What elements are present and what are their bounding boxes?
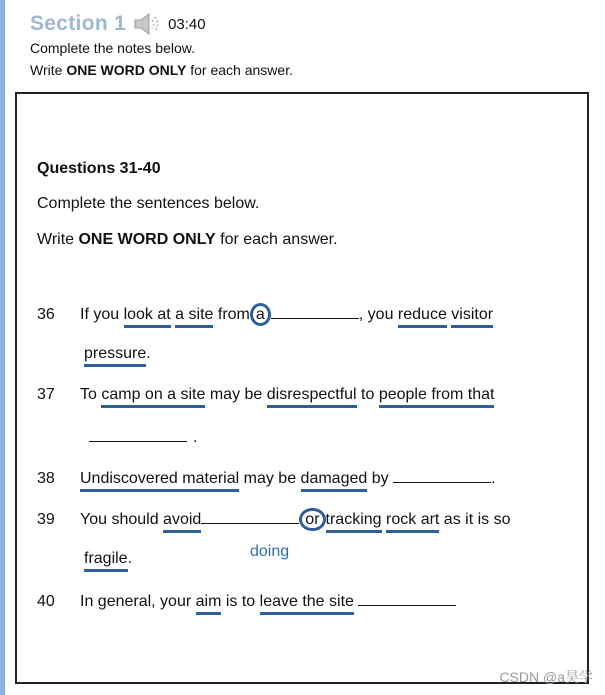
question-37-cont: . — [89, 427, 197, 447]
questions-panel — [15, 92, 589, 684]
question-36: 36 If you look at a site from a , you reduce visitor — [37, 304, 493, 324]
answer-blank-38[interactable] — [393, 468, 491, 483]
answer-blank-40[interactable] — [358, 591, 456, 606]
circled-word: or — [299, 508, 325, 531]
questions-title: Questions 31-40 — [37, 160, 161, 177]
instruction-line-2: Write ONE WORD ONLY for each answer. — [30, 62, 293, 78]
watermark: CSDN @a昊学 — [499, 669, 593, 685]
section-header — [30, 10, 206, 38]
left-accent-bar — [0, 0, 5, 695]
question-38: 38 Undiscovered material may be damaged by . — [37, 468, 496, 488]
speaker-icon[interactable] — [132, 11, 162, 37]
question-number: 40 — [37, 593, 55, 610]
panel-instruction-2: Write ONE WORD ONLY for each answer. — [37, 231, 338, 248]
answer-blank-37[interactable] — [89, 427, 187, 442]
question-37: 37 To camp on a site may be disrespectful to people from that — [37, 386, 494, 404]
question-39: 39 You should avoid or tracking rock art as it is so — [37, 509, 511, 529]
question-number: 36 — [37, 306, 55, 323]
panel-instruction-1: Complete the sentences below. — [37, 195, 260, 212]
question-number: 39 — [37, 511, 55, 528]
instruction-line-1: Complete the notes below. — [30, 40, 195, 56]
question-39-cont: fragile. — [84, 550, 132, 568]
question-36-cont: pressure. — [84, 345, 151, 363]
section-title: Section 1 — [30, 12, 127, 35]
handwritten-annotation: doing — [250, 543, 290, 560]
answer-blank-39[interactable] — [201, 509, 299, 524]
question-number: 37 — [37, 386, 55, 403]
question-40: 40 In general, your aim is to leave the site — [37, 591, 456, 611]
answer-blank-36[interactable] — [271, 304, 359, 319]
audio-timer: 03:40 — [168, 15, 206, 33]
question-number: 38 — [37, 470, 55, 487]
circled-word: a — [250, 303, 271, 326]
